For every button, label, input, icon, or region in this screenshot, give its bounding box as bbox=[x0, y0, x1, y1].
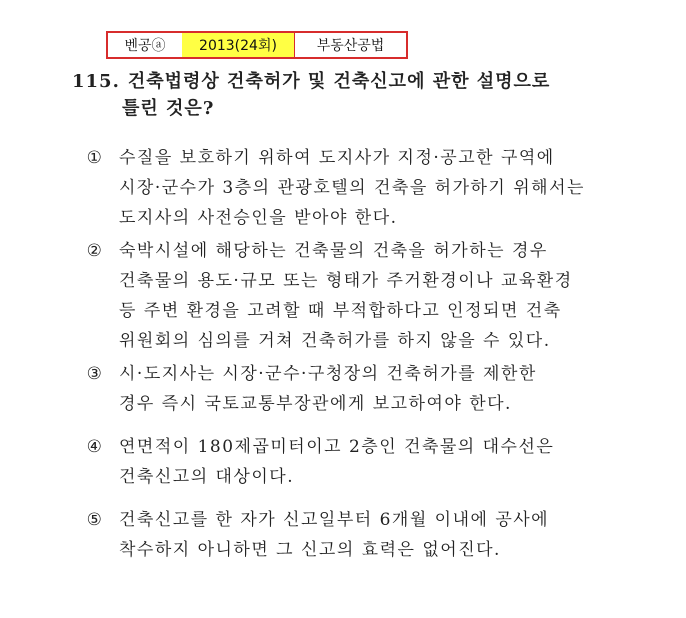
option-2-line: 숙박시설에 해당하는 건축물의 건축을 허가하는 경우 bbox=[119, 241, 548, 261]
option-1-text bbox=[119, 143, 639, 233]
option-3-line: 경우 즉시 국토교통부장관에게 보고하여야 한다. bbox=[119, 394, 512, 414]
question-text-2: 틀린 것은? bbox=[122, 98, 215, 119]
header-subject: 부동산공법 bbox=[294, 33, 406, 57]
option-3-number: ③ bbox=[86, 364, 104, 384]
option-2-text bbox=[119, 236, 639, 356]
option-1-line: 도지사의 사전승인을 받아야 한다. bbox=[119, 208, 398, 228]
question-text-1: 건축법령상 건축허가 및 건축신고에 관한 설명으로 bbox=[127, 71, 551, 92]
question-stem bbox=[72, 68, 632, 122]
option-2-line: 등 주변 환경을 고려할 때 부적합하다고 인정되면 건축 bbox=[119, 301, 562, 321]
option-3-text bbox=[119, 359, 639, 419]
header-exam-year: 2013(24회) bbox=[182, 33, 294, 57]
option-1-line: 시장·군수가 3층의 관광호텔의 건축을 허가하기 위해서는 bbox=[119, 178, 585, 198]
option-2-line: 위원회의 심의를 거쳐 건축허가를 하지 않을 수 있다. bbox=[119, 331, 551, 351]
option-3-line: 시·도지사는 시장·군수·구청장의 건축허가를 제한한 bbox=[119, 364, 537, 384]
option-4-line: 건축신고의 대상이다. bbox=[119, 467, 295, 487]
header-bar bbox=[106, 31, 408, 59]
option-5-text bbox=[119, 505, 639, 565]
question-number: 115. bbox=[72, 71, 120, 92]
option-4-text bbox=[119, 432, 639, 492]
option-4-line: 연면적이 180제곱미터이고 2층인 건축물의 대수선은 bbox=[119, 437, 555, 457]
option-1-line: 수질을 보호하기 위하여 도지사가 지정·공고한 구역에 bbox=[119, 148, 555, 168]
question-line-1 bbox=[72, 68, 632, 95]
option-2-line: 건축물의 용도·규모 또는 형태가 주거환경이나 교육환경 bbox=[119, 271, 573, 291]
header-source-label: 벤공ⓐ bbox=[124, 38, 166, 54]
option-5-line: 건축신고를 한 자가 신고일부터 6개월 이내에 공사에 bbox=[119, 510, 550, 530]
option-5-line: 착수하지 아니하면 그 신고의 효력은 없어진다. bbox=[119, 540, 501, 560]
option-2-number: ② bbox=[86, 241, 104, 261]
option-5-number: ⑤ bbox=[86, 510, 104, 530]
option-4-number: ④ bbox=[86, 437, 104, 457]
option-1-number: ① bbox=[86, 148, 104, 168]
